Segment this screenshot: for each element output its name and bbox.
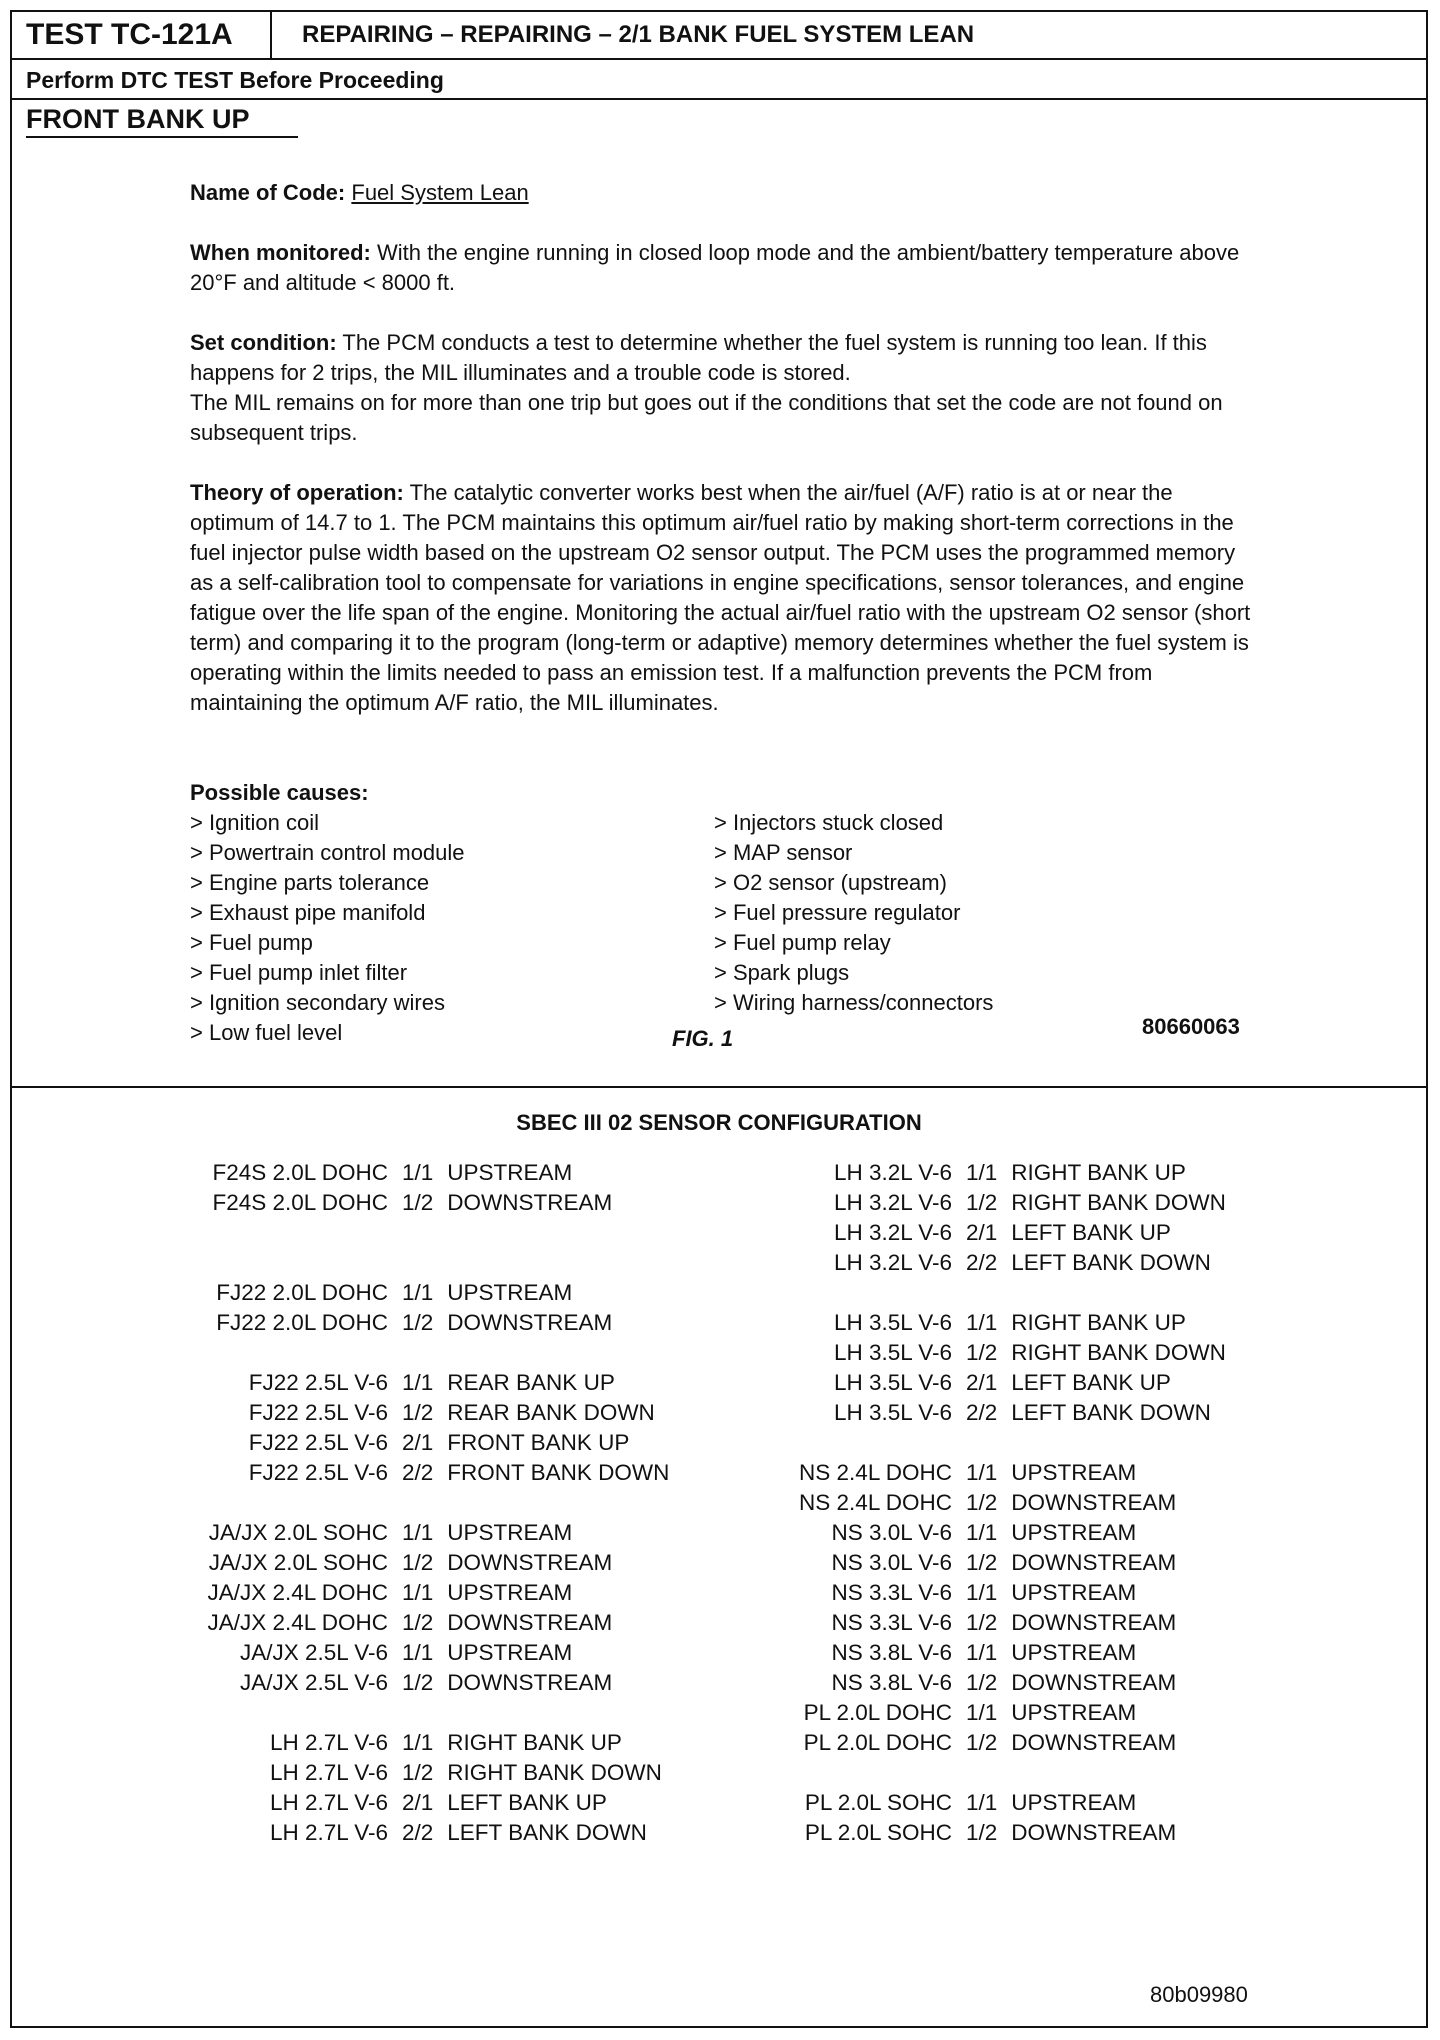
sensor-position-cell: 1/1 <box>402 1280 434 1305</box>
engine-cell <box>158 1488 402 1518</box>
sensor-config-row <box>158 1458 669 1488</box>
cause-item: > Injectors stuck closed <box>714 810 944 835</box>
engine-cell: FJ22 2.5L V-6 <box>248 1400 388 1425</box>
engine-cell <box>752 1758 966 1788</box>
theory-of-operation <box>190 478 1260 718</box>
engine-cell: JA/JX 2.4L DOHC <box>207 1610 388 1635</box>
sensor-position-cell: 2/2 <box>402 1460 434 1485</box>
subtitle: Perform DTC TEST Before Proceeding <box>26 67 444 93</box>
cause-item: > MAP sensor <box>714 840 853 865</box>
sensor-location-cell: UPSTREAM <box>447 1640 573 1665</box>
theory-label: Theory of operation: <box>190 480 404 505</box>
figure-caption: FIG. 1 <box>672 1026 734 1051</box>
engine-cell <box>158 1248 402 1278</box>
engine-cell: LH 3.2L V-6 <box>834 1220 952 1245</box>
cause-item: > Exhaust pipe manifold <box>190 900 426 925</box>
sensor-position-cell: 1/2 <box>966 1730 998 1755</box>
sensor-location-cell: LEFT BANK UP <box>447 1790 607 1815</box>
code-description <box>190 178 1260 748</box>
sensor-location-cell: LEFT BANK DOWN <box>1011 1400 1211 1425</box>
sensor-location-cell: UPSTREAM <box>1011 1460 1137 1485</box>
sensor-position-cell: 1/1 <box>966 1790 998 1815</box>
engine-cell: LH 2.7L V-6 <box>270 1790 388 1815</box>
sensor-location-cell <box>447 1488 669 1518</box>
sensor-position-cell: 2/2 <box>966 1250 998 1275</box>
sensor-position-cell <box>966 1278 1011 1308</box>
sensor-location-cell: RIGHT BANK UP <box>1011 1310 1186 1335</box>
sensor-position-cell: 2/1 <box>402 1430 434 1455</box>
sensor-location-cell: RIGHT BANK DOWN <box>1011 1340 1226 1365</box>
cause-item: > Ignition secondary wires <box>190 990 445 1015</box>
sensor-position-cell: 1/2 <box>966 1670 998 1695</box>
sensor-position-cell: 1/1 <box>402 1520 434 1545</box>
sensor-location-cell: UPSTREAM <box>447 1160 573 1185</box>
sensor-config-row <box>752 1608 1226 1638</box>
cause-item: > Ignition coil <box>190 810 320 835</box>
engine-cell: LH 3.5L V-6 <box>834 1310 952 1335</box>
engine-cell <box>158 1338 402 1368</box>
sensor-location-cell <box>447 1248 669 1278</box>
engine-cell: FJ22 2.0L DOHC <box>216 1310 388 1335</box>
cause-item: > Engine parts tolerance <box>190 870 430 895</box>
sensor-config-row <box>752 1728 1226 1758</box>
sensor-config-row <box>158 1578 669 1608</box>
sensor-location-cell: LEFT BANK DOWN <box>1011 1250 1211 1275</box>
subtitle-row <box>12 60 1426 100</box>
sensor-location-cell: UPSTREAM <box>1011 1790 1137 1815</box>
name-of-code-value: Fuel System Lean <box>351 180 529 205</box>
config-figure-code: 80b09980 <box>1150 1982 1248 2007</box>
sensor-location-cell: DOWNSTREAM <box>1011 1820 1177 1845</box>
sensor-position-cell: 1/2 <box>402 1190 434 1215</box>
engine-cell: LH 2.7L V-6 <box>270 1730 388 1755</box>
engine-cell: NS 3.3L V-6 <box>831 1580 952 1605</box>
sensor-position-cell: 1/2 <box>966 1820 998 1845</box>
engine-cell: LH 3.2L V-6 <box>834 1250 952 1275</box>
sensor-location-cell: DOWNSTREAM <box>1011 1550 1177 1575</box>
cause-item: > Fuel pump <box>190 930 313 955</box>
sensor-config-row <box>752 1248 1226 1278</box>
sensor-config-title: SBEC III 02 SENSOR CONFIGURATION <box>516 1110 922 1135</box>
set-condition-text: The PCM conducts a test to determine whether the fuel system is running too lean. If this happens for 2 trips, the MIL illuminates and a trouble code is stored. <box>190 330 1207 385</box>
engine-cell: F24S 2.0L DOHC <box>212 1160 388 1185</box>
sensor-location-cell: LEFT BANK DOWN <box>447 1820 647 1845</box>
sensor-location-cell: DOWNSTREAM <box>447 1310 613 1335</box>
sensor-position-cell: 1/1 <box>966 1640 998 1665</box>
engine-cell: NS 3.0L V-6 <box>831 1520 952 1545</box>
sensor-config-row <box>752 1308 1226 1338</box>
sensor-position-cell: 1/1 <box>966 1160 998 1185</box>
sensor-config-row <box>752 1818 1226 1848</box>
sensor-location-cell: UPSTREAM <box>447 1280 573 1305</box>
sensor-position-cell: 2/1 <box>966 1220 998 1245</box>
sensor-location-cell: LEFT BANK UP <box>1011 1370 1171 1395</box>
sensor-position-cell: 1/1 <box>402 1640 434 1665</box>
sensor-position-cell <box>966 1428 1011 1458</box>
sensor-location-cell: RIGHT BANK DOWN <box>447 1760 662 1785</box>
sensor-config-row <box>752 1428 1226 1458</box>
sensor-position-cell: 1/1 <box>402 1580 434 1605</box>
set-condition-text-2: The MIL remains on for more than one trip but goes out if the conditions that set the code are not found on subsequent trips. <box>190 390 1223 445</box>
engine-cell: LH 3.2L V-6 <box>834 1160 952 1185</box>
sensor-config-row <box>158 1488 669 1518</box>
sensor-position-cell: 1/1 <box>966 1700 998 1725</box>
sensor-config-row <box>752 1548 1226 1578</box>
sensor-position-cell: 1/2 <box>402 1400 434 1425</box>
sensor-position-cell: 1/2 <box>402 1760 434 1785</box>
sensor-position-cell <box>402 1248 447 1278</box>
sensor-config-row <box>752 1188 1226 1218</box>
name-of-code-label: Name of Code: <box>190 180 346 205</box>
sensor-config-row <box>752 1638 1226 1668</box>
cause-item: > Fuel pump inlet filter <box>190 960 408 985</box>
engine-cell: LH 3.5L V-6 <box>834 1370 952 1395</box>
cause-item: > Wiring harness/connectors <box>714 990 994 1015</box>
cause-item: > Fuel pressure regulator <box>714 900 961 925</box>
sensor-config-row <box>158 1308 669 1338</box>
sensor-location-cell: UPSTREAM <box>1011 1520 1137 1545</box>
sensor-location-cell: DOWNSTREAM <box>447 1670 613 1695</box>
engine-cell: FJ22 2.0L DOHC <box>216 1280 388 1305</box>
engine-cell: JA/JX 2.4L DOHC <box>207 1580 388 1605</box>
sensor-config-row <box>752 1278 1226 1308</box>
sensor-config-row <box>158 1758 669 1788</box>
sensor-location-cell <box>1011 1758 1226 1788</box>
engine-cell: PL 2.0L DOHC <box>803 1700 952 1725</box>
sensor-location-cell <box>447 1338 669 1368</box>
engine-cell: PL 2.0L SOHC <box>804 1820 952 1845</box>
sensor-position-cell: 1/1 <box>966 1580 998 1605</box>
sensor-config-row <box>158 1668 669 1698</box>
sensor-position-cell <box>402 1338 447 1368</box>
engine-cell: NS 2.4L DOHC <box>799 1490 952 1515</box>
document-frame <box>10 10 1428 2028</box>
header-row <box>12 12 1426 60</box>
engine-cell: NS 3.0L V-6 <box>831 1550 952 1575</box>
sensor-position-cell: 2/1 <box>402 1790 434 1815</box>
sensor-location-cell <box>447 1218 669 1248</box>
sensor-config-row <box>158 1788 669 1818</box>
engine-cell: NS 3.3L V-6 <box>831 1610 952 1635</box>
sensor-position-cell <box>402 1488 447 1518</box>
engine-cell: FJ22 2.5L V-6 <box>248 1430 388 1455</box>
sensor-position-cell: 1/2 <box>966 1190 998 1215</box>
sensor-config-right-table <box>752 1158 1226 1848</box>
engine-cell: FJ22 2.5L V-6 <box>248 1460 388 1485</box>
sensor-location-cell: DOWNSTREAM <box>1011 1670 1177 1695</box>
test-title: REPAIRING – REPAIRING – 2/1 BANK FUEL SYSTEM LEAN <box>302 21 975 48</box>
engine-cell <box>752 1428 966 1458</box>
cause-item: > Low fuel level <box>190 1020 343 1045</box>
sensor-location-cell <box>447 1698 669 1728</box>
engine-cell: LH 3.5L V-6 <box>834 1400 952 1425</box>
engine-cell <box>752 1278 966 1308</box>
sensor-location-cell: RIGHT BANK DOWN <box>1011 1190 1226 1215</box>
sensor-config-row <box>158 1548 669 1578</box>
when-monitored <box>190 238 1260 298</box>
sensor-position-cell <box>402 1218 447 1248</box>
sensor-location-cell: UPSTREAM <box>447 1520 573 1545</box>
figure-code: 80660063 <box>1142 1014 1240 1039</box>
sensor-config-row <box>752 1578 1226 1608</box>
sensor-position-cell: 1/2 <box>402 1670 434 1695</box>
sensor-config-row <box>752 1668 1226 1698</box>
section-underline <box>26 136 298 138</box>
sensor-config-row <box>752 1488 1226 1518</box>
sensor-config-left-table <box>158 1158 669 1848</box>
sensor-position-cell: 1/1 <box>402 1370 434 1395</box>
sensor-config-row <box>752 1758 1226 1788</box>
engine-cell: JA/JX 2.0L SOHC <box>208 1520 388 1545</box>
sensor-location-cell: UPSTREAM <box>1011 1580 1137 1605</box>
sensor-position-cell: 1/1 <box>402 1730 434 1755</box>
engine-cell: JA/JX 2.0L SOHC <box>208 1550 388 1575</box>
sensor-config-row <box>752 1458 1226 1488</box>
sensor-location-cell <box>1011 1428 1226 1458</box>
engine-cell: LH 2.7L V-6 <box>270 1820 388 1845</box>
sensor-position-cell: 1/1 <box>966 1520 998 1545</box>
sensor-config-row <box>158 1248 669 1278</box>
engine-cell: PL 2.0L DOHC <box>803 1730 952 1755</box>
sensor-location-cell: REAR BANK DOWN <box>447 1400 655 1425</box>
set-condition <box>190 328 1260 448</box>
sensor-position-cell: 1/2 <box>402 1610 434 1635</box>
sensor-config-row <box>158 1338 669 1368</box>
cause-item: > Powertrain control module <box>190 840 465 865</box>
sensor-location-cell: FRONT BANK UP <box>447 1430 630 1455</box>
sensor-location-cell: FRONT BANK DOWN <box>447 1460 670 1485</box>
sensor-location-cell: UPSTREAM <box>1011 1700 1137 1725</box>
engine-cell: NS 3.8L V-6 <box>831 1640 952 1665</box>
sensor-location-cell: DOWNSTREAM <box>1011 1610 1177 1635</box>
section-title: FRONT BANK UP <box>26 104 250 134</box>
sensor-position-cell: 1/2 <box>966 1490 998 1515</box>
sensor-config-row <box>158 1728 669 1758</box>
engine-cell: LH 3.5L V-6 <box>834 1340 952 1365</box>
cause-item: > Fuel pump relay <box>714 930 891 955</box>
sensor-position-cell: 1/1 <box>402 1160 434 1185</box>
sensor-config-row <box>752 1368 1226 1398</box>
sensor-position-cell <box>966 1758 1011 1788</box>
engine-cell: JA/JX 2.5L V-6 <box>240 1670 388 1695</box>
sensor-position-cell: 1/1 <box>966 1310 998 1335</box>
engine-cell: F24S 2.0L DOHC <box>212 1190 388 1215</box>
cause-item: > Spark plugs <box>714 960 850 985</box>
possible-causes-left <box>190 808 465 1048</box>
engine-cell: NS 3.8L V-6 <box>831 1670 952 1695</box>
engine-cell: LH 2.7L V-6 <box>270 1760 388 1785</box>
sensor-location-cell: UPSTREAM <box>447 1580 573 1605</box>
sensor-location-cell <box>1011 1278 1226 1308</box>
sensor-location-cell: DOWNSTREAM <box>447 1550 613 1575</box>
engine-cell: PL 2.0L SOHC <box>804 1790 952 1815</box>
sensor-config-row <box>158 1818 669 1848</box>
sensor-location-cell: DOWNSTREAM <box>447 1190 613 1215</box>
sensor-position-cell: 1/2 <box>402 1310 434 1335</box>
sensor-position-cell: 2/2 <box>402 1820 434 1845</box>
sensor-location-cell: LEFT BANK UP <box>1011 1220 1171 1245</box>
set-condition-label: Set condition: <box>190 330 337 355</box>
when-monitored-text: With the engine running in closed loop mode and the ambient/battery temperature above 20°F and altitude < 8000 ft. <box>190 240 1240 295</box>
sensor-config-row <box>158 1188 669 1218</box>
sensor-position-cell: 2/1 <box>966 1370 998 1395</box>
sensor-config-row <box>752 1518 1226 1548</box>
name-of-code <box>190 178 1260 208</box>
sensor-location-cell: REAR BANK UP <box>447 1370 615 1395</box>
sensor-position-cell: 1/2 <box>966 1550 998 1575</box>
sensor-config-row <box>158 1398 669 1428</box>
sensor-config-row <box>158 1428 669 1458</box>
theory-text: The catalytic converter works best when the air/fuel (A/F) ratio is at or near the optimum of 14.7 to 1. The PCM maintains this optimum air/fuel ratio by making short-term corrections in the fuel injector pulse width based on the upstream O2 sensor output. The PCM uses the programmed memory as a self-calibration tool to compensate for variations in engine specifications, sensor tolerances, and engine fatigue over the life span of the engine. Monitoring the actual air/fuel ratio with the upstream O2 sensor (short term) and comparing it to the program (long-term or adaptive) memory determines whether the fuel system is operating within the limits needed to pass an emission test. If a malfunction prevents the PCM from maintaining the optimum A/F ratio, the MIL illuminates. <box>190 480 1251 715</box>
section-row <box>12 100 1426 138</box>
sensor-position-cell: 2/2 <box>966 1400 998 1425</box>
sensor-position-cell: 1/1 <box>966 1460 998 1485</box>
sensor-config-row <box>158 1368 669 1398</box>
possible-causes-right <box>714 808 993 1018</box>
engine-cell <box>158 1218 402 1248</box>
sensor-config-row <box>158 1698 669 1728</box>
sensor-config-row <box>752 1398 1226 1428</box>
engine-cell: NS 2.4L DOHC <box>799 1460 952 1485</box>
sensor-location-cell: RIGHT BANK UP <box>1011 1160 1186 1185</box>
when-monitored-label: When monitored: <box>190 240 371 265</box>
sensor-position-cell: 1/2 <box>402 1550 434 1575</box>
sensor-config-row <box>158 1158 669 1188</box>
sensor-position-cell <box>402 1698 447 1728</box>
cause-item: > O2 sensor (upstream) <box>714 870 947 895</box>
engine-cell: LH 3.2L V-6 <box>834 1190 952 1215</box>
section-divider <box>12 1086 1426 1088</box>
sensor-location-cell: DOWNSTREAM <box>1011 1730 1177 1755</box>
engine-cell: FJ22 2.5L V-6 <box>248 1370 388 1395</box>
sensor-config-row <box>158 1638 669 1668</box>
sensor-config-row <box>158 1218 669 1248</box>
sensor-position-cell: 1/2 <box>966 1610 998 1635</box>
sensor-config-row <box>158 1518 669 1548</box>
sensor-config-row <box>158 1278 669 1308</box>
sensor-config-row <box>752 1338 1226 1368</box>
sensor-config-row <box>752 1788 1226 1818</box>
sensor-location-cell: DOWNSTREAM <box>447 1610 613 1635</box>
test-id: TEST TC-121A <box>12 12 272 58</box>
sensor-config-row <box>752 1158 1226 1188</box>
sensor-position-cell: 1/2 <box>966 1340 998 1365</box>
sensor-location-cell: UPSTREAM <box>1011 1640 1137 1665</box>
sensor-config-row <box>158 1608 669 1638</box>
sensor-config-row <box>752 1698 1226 1728</box>
possible-causes-label: Possible causes: <box>190 780 369 805</box>
engine-cell <box>158 1698 402 1728</box>
sensor-location-cell: DOWNSTREAM <box>1011 1490 1177 1515</box>
engine-cell: JA/JX 2.5L V-6 <box>240 1640 388 1665</box>
sensor-config-row <box>752 1218 1226 1248</box>
sensor-location-cell: RIGHT BANK UP <box>447 1730 622 1755</box>
